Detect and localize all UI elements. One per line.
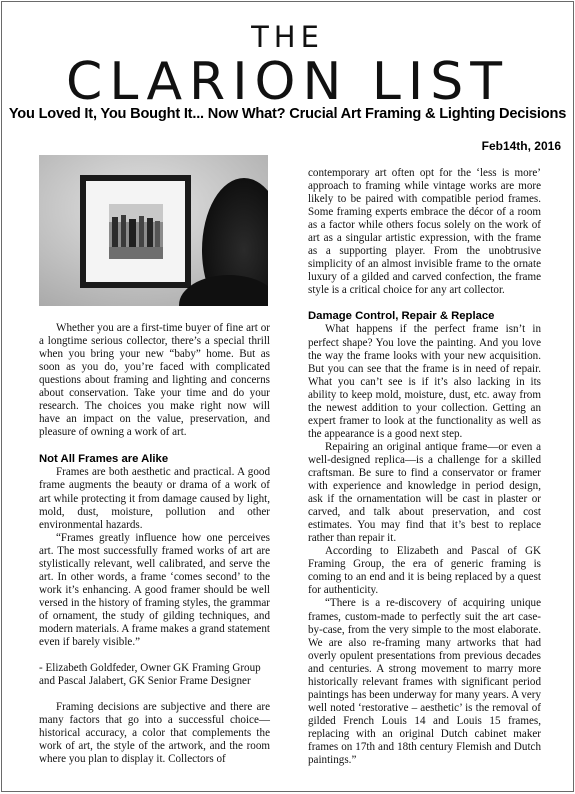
continued-paragraph: contemporary art often opt for the ‘less is more’ approach to framing while vintage works are more likely to be paired with compatible period frames. Some framing experts embrace the décor of a room as a factor while others focus solely on the work of art as a singular artistic expression, with the frame as a supporting player. From the unobtrusive simplicity of an almost invisible frame to the ornate luxury of a gilded and carved confection, the frame style is a critical choice for any art collector. (308, 167, 541, 297)
intro-paragraph: Whether you are a first-time buyer of fine art or a longtime serious collector, there’s a special thrill when you bring your new “baby” home. But as soon as you do, you’re faced with complicated questions about framing and lighting and concerns about conservation. Take your time and do your research. The choices you make right now will have an impact on the value, preservation, and pleasure of owning a work of art. (39, 322, 270, 439)
body-paragraph: Repairing an original antique frame—or even a well-designed replica—is a challenge for a skilled craftsman. Be sure to find a conservator or framer with experience and knowledge in period design, ask if the ornamentation will be cast in plaster or carved, and talk about preservation, and cost estimates. You may find that it’s best to replace rather than repair it. (308, 440, 541, 545)
left-column (39, 322, 270, 766)
masthead-the: THE (251, 20, 324, 54)
body-paragraph: What happens if the perfect frame isn’t in perfect shape? You love the painting. And you love the way the frame looks with your new acquisition. But you can see that the frame is in need of repair. What you can’t see is if it’s also lacking in its ability to keep mold, moisture, dust, etc. away from the newest addition to your collection. Getting an expert framer to look at the functionality as well as the appearance is a good next step. (308, 323, 541, 440)
section-heading-damage: Damage Control, Repair & Replace (308, 310, 495, 323)
newsletter-page (1, 1, 574, 792)
section-heading-frames: Not All Frames are Alike (39, 453, 169, 466)
quote-attribution: - Elizabeth Goldfeder, Owner GK Framing Group and Pascal Jalabert, GK Senior Frame Designer (39, 662, 261, 688)
quote-paragraph: “There is a re-discovery of acquiring unique frames, custom-made to perfectly suit the art case-by-case, from the very simple to the most elaborate. We are also re-framing many artworks that had overly opulent presentations from previous decades and centuries. A strong movement to marry more historically relevant frames with significant period paintings has been underway for many years. A very well noted ‘restorative – aesthetic’ is the removal of gilded French Louis 14 and Louis 15 frames, replacing with an original Dutch cabinet maker frames on 17th and 18th century Flemish and Dutch paintings.” (308, 597, 541, 767)
gallery-photo (39, 155, 268, 306)
article-headline: You Loved It, You Bought It... Now What? Crucial Art Framing & Lighting Decisions (8, 106, 567, 122)
quote-paragraph: “Frames greatly influence how one perceives art. The most successfully framed works of art are stylistically relevant, well calibrated, and serve the art. In other words, a frame ‘comes second’ to the work it’s enhancing. A good framer should be well versed in the history of framing styles, the grammar of ornament, the study of gilding techniques, and modern materials. A frame makes a grand statement even if barely visible.” (39, 531, 270, 649)
body-paragraph: Frames are both aesthetic and practical. A good frame augments the beauty or drama of a work of art while protecting it from damage caused by light, mold, dust, moisture, pollution and other environmental hazards. (39, 466, 270, 531)
right-column (308, 167, 541, 767)
article-date: Feb14th, 2016 (481, 139, 561, 153)
body-paragraph: According to Elizabeth and Pascal of GK Framing Group, the era of generic framing is coming to an end and it is being replaced by a quest for authenticity. (308, 545, 541, 597)
masthead-title: CLARION LIST (66, 52, 509, 112)
body-paragraph: Framing decisions are subjective and there are many factors that go into a successful choice—historical accuracy, a color that complements the work of art, the style of the artwork, and the room where you plan to display it. Collectors of (39, 701, 270, 766)
